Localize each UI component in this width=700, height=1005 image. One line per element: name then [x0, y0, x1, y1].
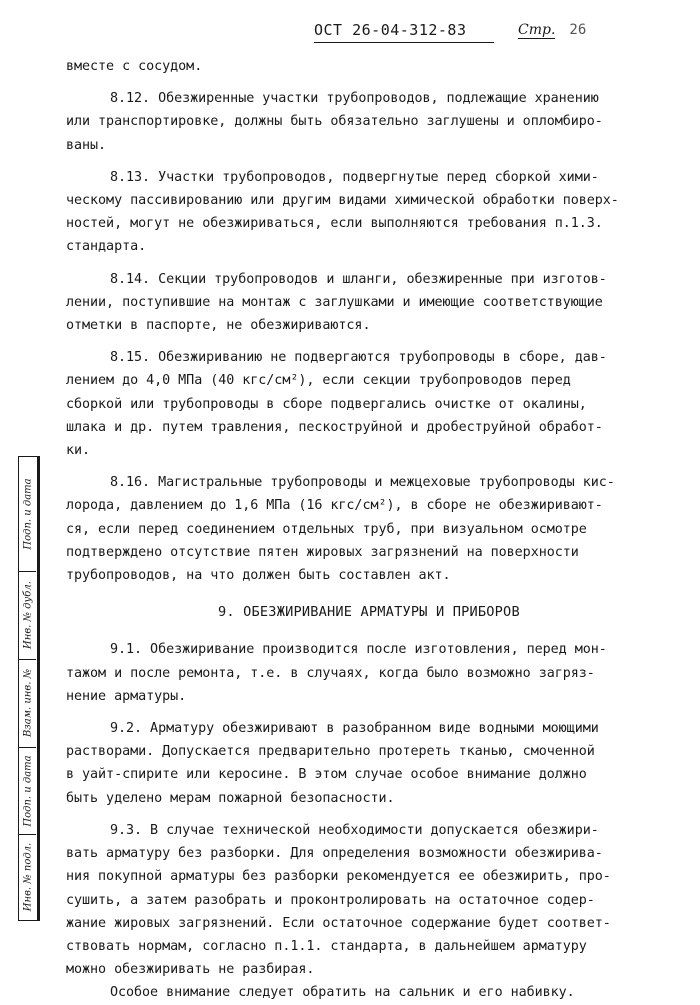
document-code: ОСТ 26-04-312-83 [314, 18, 494, 43]
text-line: ствовать нормам, согласно п.1.1. стандарта, в дальнейшем арматуру [66, 938, 587, 954]
text-line: тажом и после ремонта, т.е. в случаях, когда было возможно загряз- [66, 665, 595, 681]
margin-label: Взам. инв. № [22, 668, 33, 738]
text-line: лении, поступившие на монтаж с заглушками и имеющие соответствующие [66, 294, 603, 310]
text-line: 8.13. Участки трубопроводов, подвергнутые перед сборкой хими- [110, 169, 599, 185]
margin-label: Инв. № подл. [22, 842, 33, 911]
page-label: Стр. [518, 22, 556, 38]
margin-cell [19, 659, 36, 748]
text-line: в уайт-спирите или керосине. В этом случае особое внимание должно [66, 767, 587, 783]
text-line: 8.16. Магистральные трубопроводы и межцеховые трубопроводы кис- [110, 475, 615, 491]
text-line: стандарта. [66, 239, 147, 255]
text-line: или транспортировке, должны быть обязательно заглушены и опломбиро- [66, 114, 603, 130]
text-line: 8.14. Секции трубопроводов и шланги, обезжиренные при изготов- [110, 271, 607, 287]
text-line: 9.1. Обезжиривание производится после изготовления, перед мон- [110, 642, 607, 658]
text-line: сборкой или трубопроводы в сборе подвергались очистке от окалины, [66, 396, 587, 412]
margin-cell [19, 571, 36, 660]
margin-label: Подп. и дата [22, 754, 33, 827]
page-indicator [518, 18, 638, 42]
text-line: шлака и др. путем травления, пескоструйной и дробеструйной обработ- [66, 419, 603, 435]
margin-cell [19, 457, 36, 572]
margin-label: Инв. № дубл. [22, 581, 33, 649]
margin-stamp-strip [18, 456, 38, 921]
text-line: можно обезжиривать не разбирая. [66, 962, 315, 978]
section-heading: 9. ОБЕЗЖИРИВАНИЕ АРМАТУРЫ И ПРИБОРОВ [218, 604, 520, 621]
text-line: 8.12. Обезжиренные участки трубопроводов, подлежащие хранению [110, 91, 599, 107]
text-line: ностей, могут не обезжириваться, если выполняются требования п.1.3. [66, 216, 603, 232]
text-line: ся, если перед соединением отдельных труб, при визуальном осмотре [66, 521, 587, 537]
text-line: растворами. Допускается предварительно протереть тканью, смоченной [66, 744, 595, 760]
margin-cell [19, 747, 36, 835]
text-line: жание жировых загрязнений. Если остаточное содержание будет соответ- [66, 915, 611, 931]
margin-cell [19, 834, 36, 919]
document-body [66, 55, 640, 1005]
text-line: 8.15. Обезжириванию не подвергаются трубопроводы в сборе, дав- [110, 350, 607, 366]
text-line: лением до 4,0 МПа (40 кгс/см²), если секции трубопроводов перед [66, 373, 571, 389]
page-number: 26 [569, 22, 587, 38]
text-line: быть уделено мерам пожарной безопасности. [66, 790, 395, 806]
text-line: ческому пассивированию или другим видами химической обработки поверх- [66, 193, 619, 209]
text-line: лорода, давлением до 1,6 МПа (16 кгс/см²), в сборе не обезжиривают- [66, 498, 603, 514]
text-line: вместе с сосудом. [66, 59, 203, 74]
text-line: отметки в паспорте, не обезжириваются. [66, 318, 371, 334]
text-line: ваны. [66, 137, 107, 153]
text-line: Особое внимание следует обратить на сальник и его набивку. [110, 985, 575, 1001]
margin-label: Подп. и дата [22, 478, 33, 550]
text-line: трубопроводов, на что должен быть составлен акт. [66, 568, 451, 584]
text-line: сушить, а затем разобрать и проконтролировать на остаточное содер- [66, 892, 595, 908]
margin-divider-line [38, 456, 40, 921]
text-line: ки. [66, 443, 91, 459]
text-line: 9.3. В случае технической необходимости допускается обезжири- [110, 822, 599, 838]
text-line: подтверждено отсутствие пятен жировых загрязнений на поверхности [66, 544, 579, 560]
text-line: ния покупной арматуры без разборки рекомендуется ее обезжирить, про- [66, 869, 611, 885]
text-line: 9.2. Арматуру обезжиривают в разобранном виде водными моющими [110, 721, 599, 737]
text-line: нение арматуры. [66, 688, 187, 704]
text-line: вать арматуру без разборки. Для определения возможности обезжирива- [66, 846, 603, 862]
